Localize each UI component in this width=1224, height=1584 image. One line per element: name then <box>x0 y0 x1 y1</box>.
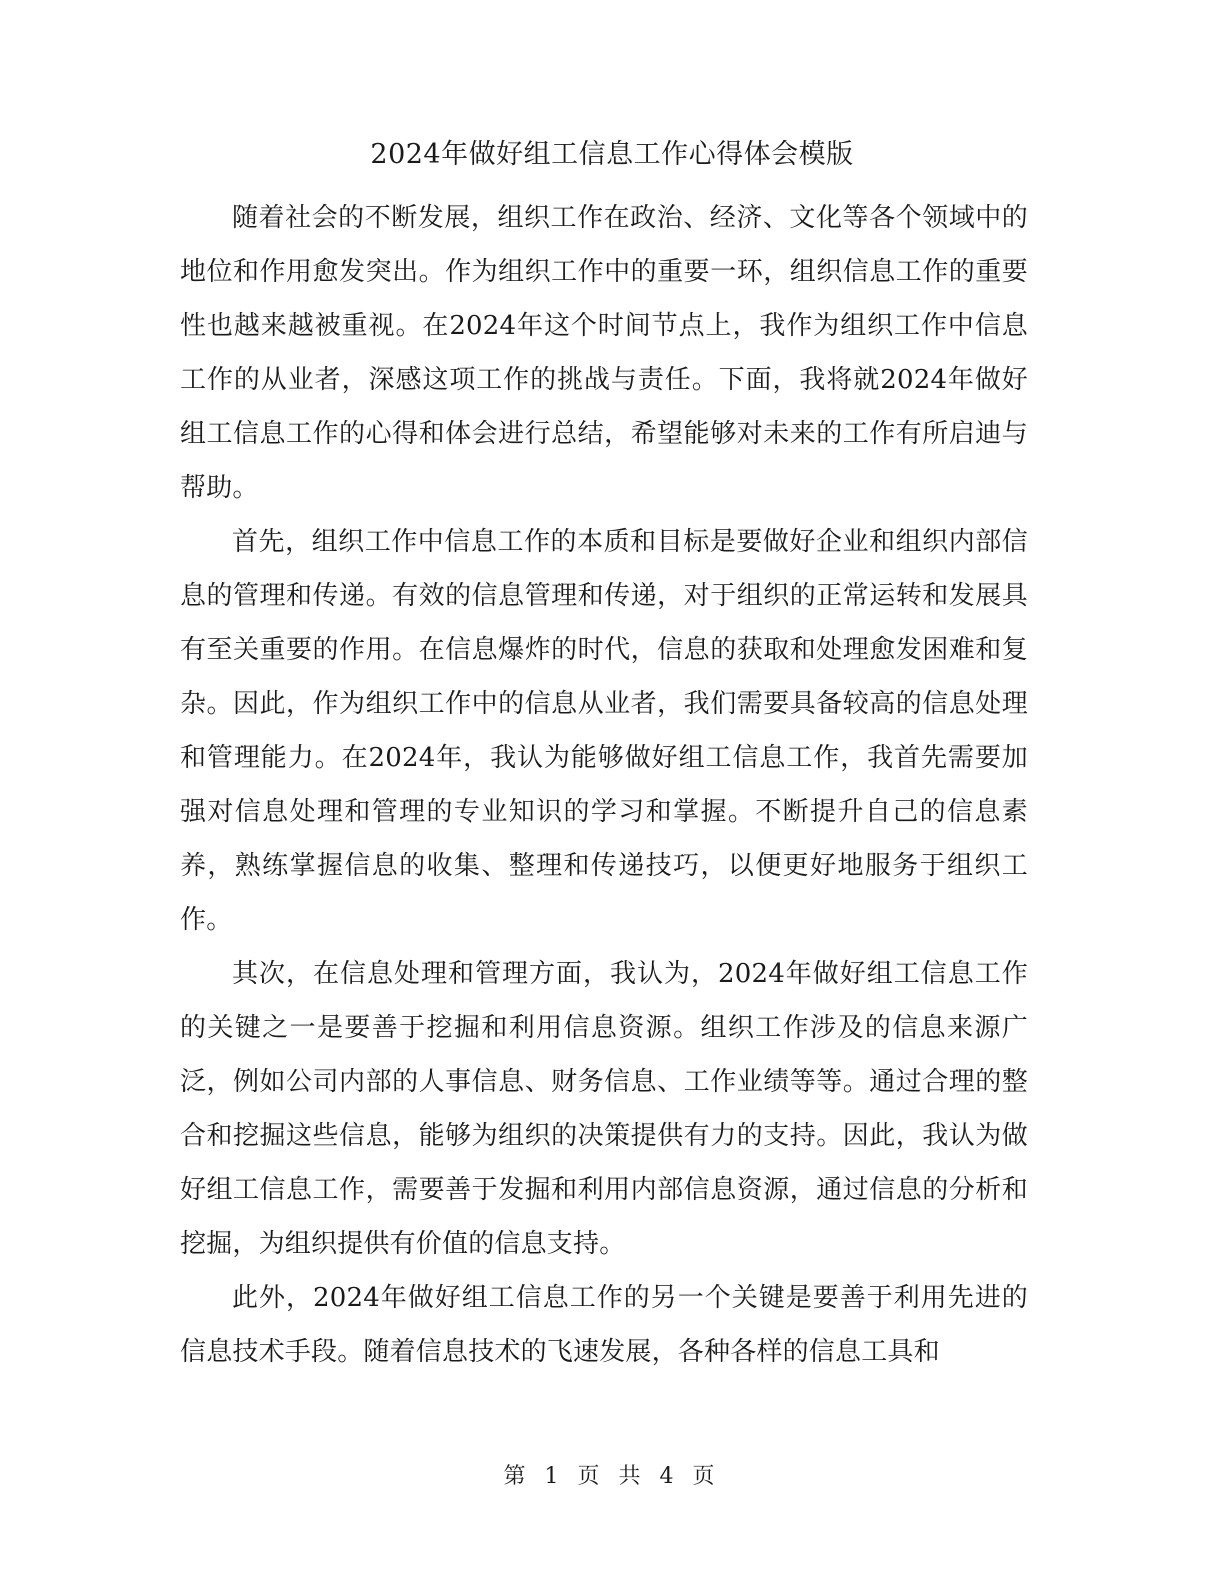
document-title: 2024年做好组工信息工作心得体会模版 <box>370 139 854 170</box>
paragraph-first-point: 首先，组织工作中信息工作的本质和目标是要做好企业和组织内部信息的管理和传递。有效的信息管理和传递，对于组织的正常运转和发展具有至关重要的作用。在信息爆炸的时代，信息的获取和处理愈发困难和复杂。因此，作为组织工作中的信息从业者，我们需要具备较高的信息处理和管理能力。在2024年，我认为能够做好组工信息工作，我首先需要加强对信息处理和管理的专业知识的学习和掌握。不断提升自己的信息素养，熟练掌握信息的收集、整理和传递技巧，以便更好地服务于组织工作。 <box>180 527 1028 935</box>
document-body <box>180 191 1028 1379</box>
page-number-footer: 第 1 页 共 4 页 <box>503 1464 721 1489</box>
paragraph-intro: 随着社会的不断发展，组织工作在政治、经济、文化等各个领域中的地位和作用愈发突出。作为组织工作中的重要一环，组织信息工作的重要性也越来越被重视。在2024年这个时间节点上，我作为组织工作中信息工作的从业者，深感这项工作的挑战与责任。下面，我将就2024年做好组工信息工作的心得和体会进行总结，希望能够对未来的工作有所启迪与帮助。 <box>180 203 1028 503</box>
paragraph-second-point: 其次，在信息处理和管理方面，我认为，2024年做好组工信息工作的关键之一是要善于挖掘和利用信息资源。组织工作涉及的信息来源广泛，例如公司内部的人事信息、财务信息、工作业绩等等。通过合理的整合和挖掘这些信息，能够为组织的决策提供有力的支持。因此，我认为做好组工信息工作，需要善于发掘和利用内部信息资源，通过信息的分析和挖掘，为组织提供有价值的信息支持。 <box>180 959 1028 1259</box>
paragraph-third-point: 此外，2024年做好组工信息工作的另一个关键是要善于利用先进的信息技术手段。随着信息技术的飞速发展，各种各样的信息工具和 <box>180 1283 1028 1367</box>
